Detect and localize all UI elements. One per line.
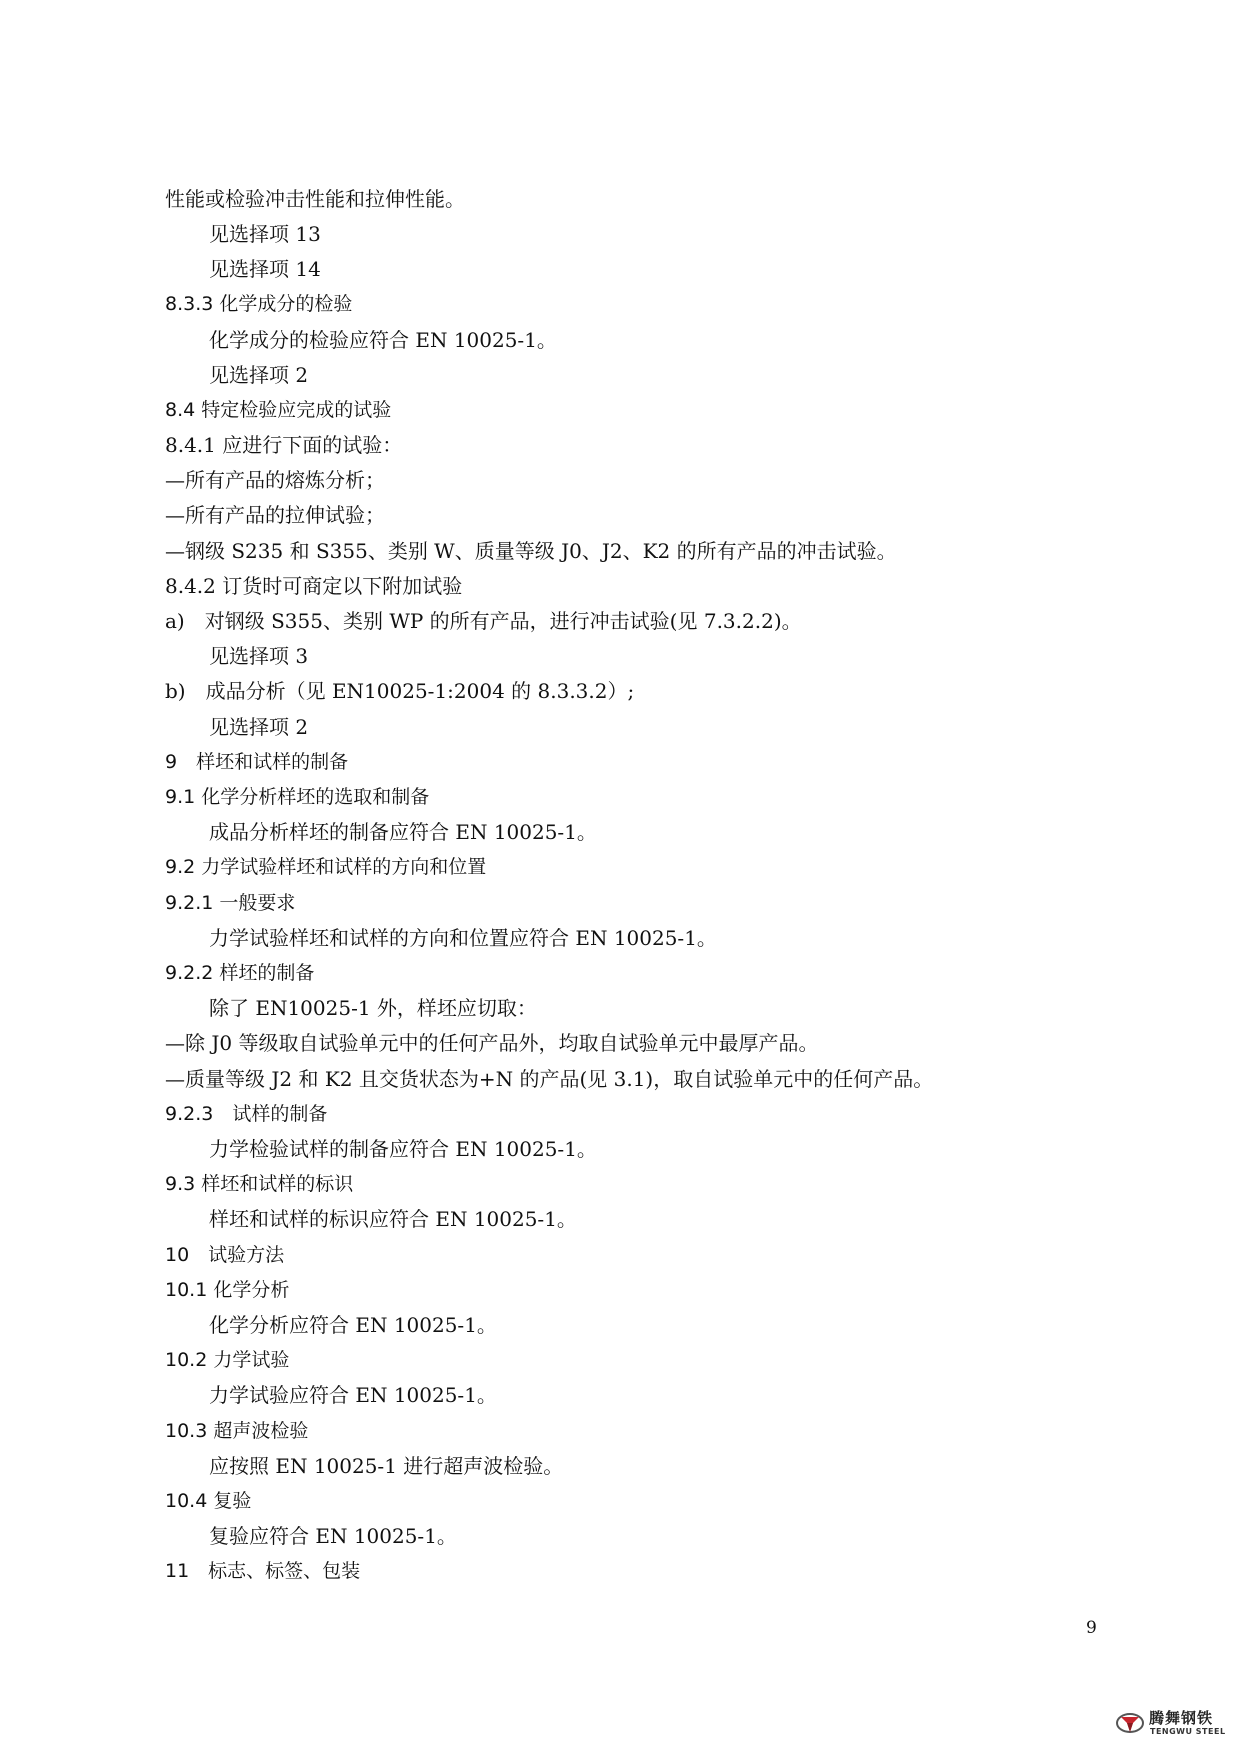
text-line: 化学成分的检验应符合 EN 10025-1。 [209, 328, 557, 352]
text-line: 力学检验试样的制备应符合 EN 10025-1。 [209, 1137, 597, 1161]
section-heading: 9.2.2 样坯的制备 [165, 962, 315, 984]
section-heading: 8.4 特定检验应完成的试验 [165, 399, 392, 421]
section-heading: 10.2 力学试验 [165, 1349, 290, 1371]
text-line: —除 J0 等级取自试验单元中的任何产品外，均取自试验单元中最厚产品。 [165, 1031, 819, 1055]
logo-name-en: TENGWU STEEL [1150, 1727, 1226, 1736]
text-line: 性能或检验冲击性能和拉伸性能。 [165, 187, 465, 211]
text-line: 8.4.2 订货时可商定以下附加试验 [165, 574, 463, 598]
section-heading: 9.1 化学分析样坯的选取和制备 [165, 786, 430, 808]
text-line: 样坯和试样的标识应符合 EN 10025-1。 [209, 1207, 577, 1231]
section-heading: 9.3 样坯和试样的标识 [165, 1173, 354, 1195]
text-line: 见选择项 2 [209, 363, 309, 387]
section-heading: 9.2.1 一般要求 [165, 892, 296, 914]
text-line: 除了 EN10025-1 外，样坯应切取： [209, 996, 537, 1020]
section-heading: 10.1 化学分析 [165, 1279, 290, 1301]
section-heading: 10 试验方法 [165, 1244, 285, 1266]
section-heading: 11 标志、标签、包装 [165, 1560, 361, 1582]
text-line: —质量等级 J2 和 K2 且交货状态为+N 的产品(见 3.1)，取自试验单元中的任何产品。 [165, 1067, 934, 1091]
text-line: 化学分析应符合 EN 10025-1。 [209, 1313, 497, 1337]
section-heading: 8.3.3 化学成分的检验 [165, 293, 353, 315]
text-line: 见选择项 13 [209, 222, 321, 246]
text-line: 复验应符合 EN 10025-1。 [209, 1524, 457, 1548]
text-line: —钢级 S235 和 S355、类别 W、质量等级 J0、J2、K2 的所有产品的冲击试验。 [165, 539, 897, 563]
section-heading: 9.2 力学试验样坯和试样的方向和位置 [165, 856, 487, 878]
section-heading: 9.2.3 试样的制备 [165, 1103, 328, 1125]
section-heading: 10.3 超声波检验 [165, 1420, 309, 1442]
text-line: 力学试验应符合 EN 10025-1。 [209, 1383, 497, 1407]
text-line: 力学试验样坯和试样的方向和位置应符合 EN 10025-1。 [209, 926, 717, 950]
text-line: b) 成品分析（见 EN10025-1:2004 的 8.3.3.2）; [165, 679, 635, 703]
page-number: 9 [1086, 1618, 1097, 1638]
text-line: 8.4.1 应进行下面的试验： [165, 433, 403, 457]
section-heading: 9 样坯和试样的制备 [165, 751, 349, 773]
text-line: 见选择项 2 [209, 715, 309, 739]
text-line: 成品分析样坯的制备应符合 EN 10025-1。 [209, 820, 597, 844]
text-line: 见选择项 14 [209, 257, 321, 281]
logo-mark-icon [1115, 1708, 1145, 1738]
section-heading: 10.4 复验 [165, 1490, 252, 1512]
text-line: 应按照 EN 10025-1 进行超声波检验。 [209, 1454, 564, 1478]
text-line: a) 对钢级 S355、类别 WP 的所有产品，进行冲击试验(见 7.3.2.2)。 [165, 609, 802, 633]
logo-name-cn: 腾舞钢铁 [1149, 1709, 1214, 1727]
text-line: —所有产品的拉伸试验； [165, 503, 385, 527]
brand-logo [1115, 1704, 1235, 1744]
text-line: —所有产品的熔炼分析； [165, 468, 385, 492]
text-line: 见选择项 3 [209, 644, 309, 668]
